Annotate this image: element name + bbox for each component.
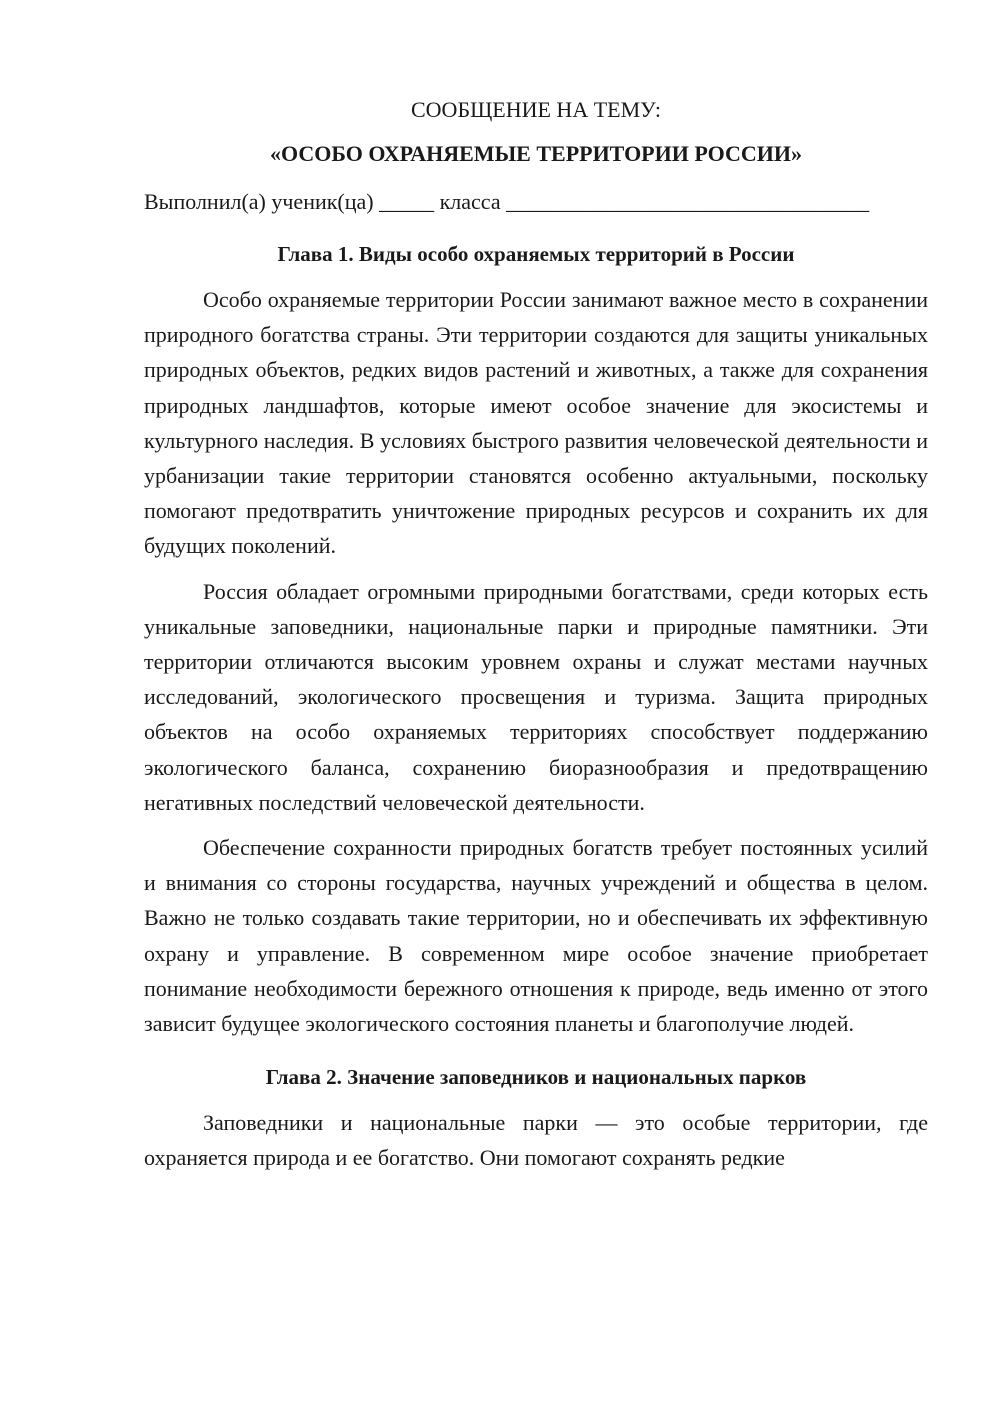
chapter-2-paragraph-1: Заповедники и национальные парки — это особые территории, где охраняется природа и ее богатство. Они помогают сохранять редкие [144, 1110, 928, 1171]
chapter-1-paragraph-3: Обеспечение сохранности природных богатств требует постоянных усилий и внимания со стороны государства, научных учреждений и общества в целом. Важно не только создавать такие территории, но и обеспечивать их эффективную охрану и управление. В современном мире особое значение приобретает понимание необходимости бережного отношения к природе, ведь именно от этого зависит будущее экологического состояния планеты и благополучие людей. [144, 835, 928, 1037]
chapter-1-paragraph-1: Особо охраняемые территории России занимают важное место в сохранении природного богатства страны. Эти территории создаются для защиты уникальных природных объектов, редких видов растений и животных, а также для сохранения природных ландшафтов, которые имеют особое значение для экосистемы и культурного наследия. В условиях быстрого развития человеческой деятельности и урбанизации такие территории становятся особенно актуальными, поскольку помогают предотвратить уничтожение природных ресурсов и сохранить их для будущих поколений. [144, 287, 928, 559]
author-line: Выполнил(а) ученик(ца) _____ класса _________________________________ [144, 189, 870, 214]
chapter-1-paragraph-2: Россия обладает огромными природными богатствами, среди которых есть уникальные заповедники, национальные парки и природные памятники. Эти территории отличаются высоким уровнем охраны и служат местами научных исследований, экологического просвещения и туризма. Защита природных объектов на особо охраняемых территориях способствует поддержанию экологического баланса, сохранению биоразнообразия и предотвращению негативных последствий человеческой деятельности. [144, 578, 928, 815]
document-page [144, 88, 928, 1176]
chapter-2-heading: Глава 2. Значение заповедников и национальных парков [265, 1065, 807, 1090]
chapter-1-heading: Глава 1. Виды особо охраняемых территорий в России [277, 242, 795, 266]
document-title: «ОСОБО ОХРАНЯЕМЫЕ ТЕРРИТОРИИ РОССИИ» [269, 141, 803, 166]
document-title-line1: СООБЩЕНИЕ НА ТЕМУ: [411, 97, 661, 122]
